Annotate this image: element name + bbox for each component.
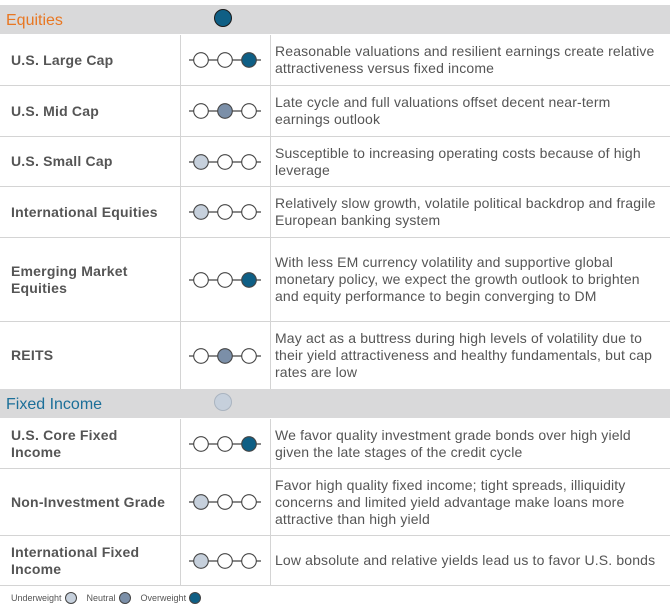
table-row bbox=[0, 187, 670, 238]
table-row bbox=[0, 35, 670, 86]
legend bbox=[11, 590, 211, 606]
rating-scale-icon bbox=[189, 102, 261, 120]
empty-underweight-dot-icon bbox=[194, 104, 209, 119]
filled-neutral-dot-icon bbox=[218, 104, 233, 119]
asset-class-description: We favor quality investment grade bonds over high yield given the late stages of the credit cycle bbox=[275, 426, 631, 460]
asset-class-name: International Fixed Income bbox=[11, 543, 140, 577]
rating-scale bbox=[180, 86, 271, 136]
table-row bbox=[0, 86, 670, 137]
rating-scale-icon bbox=[189, 271, 261, 289]
empty-neutral-dot-icon bbox=[218, 495, 233, 510]
legend-label: Overweight bbox=[140, 593, 187, 603]
rating-scale bbox=[180, 419, 271, 468]
table-row bbox=[0, 419, 670, 469]
rating-scale bbox=[180, 322, 271, 389]
rating-scale bbox=[180, 137, 271, 186]
asset-class-name: Non-Investment Grade bbox=[11, 493, 166, 510]
legend-item-neutral bbox=[87, 592, 131, 604]
asset-class-name: U.S. Large Cap bbox=[11, 51, 114, 68]
asset-class-description: Late cycle and full valuations offset decent near-term earnings outlook bbox=[275, 94, 611, 127]
legend-item-underweight bbox=[11, 592, 77, 604]
section-header-fixed-income bbox=[0, 389, 670, 419]
table-row bbox=[0, 469, 670, 536]
section-title: Fixed Income bbox=[6, 396, 103, 413]
empty-overweight-dot-icon bbox=[242, 348, 257, 363]
section-header-equities bbox=[0, 5, 670, 35]
empty-overweight-dot-icon bbox=[242, 495, 257, 510]
filled-overweight-dot-icon bbox=[242, 272, 257, 287]
empty-neutral-dot-icon bbox=[218, 154, 233, 169]
empty-neutral-dot-icon bbox=[218, 53, 233, 68]
empty-overweight-dot-icon bbox=[242, 205, 257, 220]
rating-scale bbox=[180, 187, 271, 237]
section-rating-dot bbox=[214, 393, 232, 411]
table-row bbox=[0, 536, 670, 586]
asset-class-description: With less EM currency volatility and supportive global monetary policy, we expect the growth outlook to brighten and equity performance to begin converging to DM bbox=[275, 254, 640, 304]
filled-underweight-dot-icon bbox=[194, 495, 209, 510]
asset-class-description: Relatively slow growth, volatile political backdrop and fragile European banking system bbox=[275, 195, 656, 228]
neutral-dot-icon bbox=[119, 592, 131, 604]
legend-item-overweight bbox=[141, 592, 202, 604]
asset-class-name: U.S. Small Cap bbox=[11, 153, 113, 169]
rating-scale bbox=[180, 238, 271, 321]
rating-scale-icon bbox=[189, 435, 261, 453]
empty-overweight-dot-icon bbox=[242, 154, 257, 169]
asset-class-name: U.S. Mid Cap bbox=[11, 102, 99, 119]
empty-underweight-dot-icon bbox=[194, 348, 209, 363]
section-title: Equities bbox=[6, 12, 63, 29]
section-rating-dot bbox=[214, 9, 232, 27]
empty-underweight-dot-icon bbox=[194, 436, 209, 451]
empty-underweight-dot-icon bbox=[194, 272, 209, 287]
asset-class-description: Reasonable valuations and resilient earnings create relative attractiveness versus fixed income bbox=[275, 43, 655, 76]
rating-scale bbox=[180, 469, 271, 535]
filled-neutral-dot-icon bbox=[218, 348, 233, 363]
asset-class-description: Susceptible to increasing operating costs because of high leverage bbox=[275, 144, 641, 178]
underweight-dot-icon bbox=[65, 592, 77, 604]
empty-neutral-dot-icon bbox=[218, 272, 233, 287]
rating-scale-icon bbox=[189, 552, 261, 570]
legend-label: Neutral bbox=[86, 593, 116, 603]
table-row bbox=[0, 322, 670, 389]
empty-underweight-dot-icon bbox=[194, 53, 209, 68]
filled-underweight-dot-icon bbox=[194, 205, 209, 220]
rating-scale-icon bbox=[189, 203, 261, 221]
empty-neutral-dot-icon bbox=[218, 205, 233, 220]
asset-class-name: Emerging Market Equities bbox=[11, 262, 128, 296]
filled-overweight-dot-icon bbox=[242, 436, 257, 451]
table-row bbox=[0, 238, 670, 322]
rating-scale-icon bbox=[189, 493, 261, 511]
empty-neutral-dot-icon bbox=[218, 553, 233, 568]
empty-neutral-dot-icon bbox=[218, 436, 233, 451]
filled-overweight-dot-icon bbox=[242, 53, 257, 68]
allocation-table bbox=[0, 5, 670, 586]
asset-class-description: Low absolute and relative yields lead us to favor U.S. bonds bbox=[275, 552, 656, 568]
filled-underweight-dot-icon bbox=[194, 154, 209, 169]
asset-class-description: May act as a buttress during high levels of volatility due to their yield attractiveness and healthy fundamentals, but cap rates are low bbox=[275, 330, 653, 380]
asset-class-name: International Equities bbox=[11, 203, 158, 220]
overweight-dot-icon bbox=[189, 592, 201, 604]
filled-underweight-dot-icon bbox=[194, 553, 209, 568]
rating-scale-icon bbox=[189, 51, 261, 69]
empty-overweight-dot-icon bbox=[242, 553, 257, 568]
rating-scale-icon bbox=[189, 153, 261, 171]
rating-scale bbox=[180, 536, 271, 585]
asset-class-name: U.S. Core Fixed Income bbox=[11, 426, 118, 460]
asset-class-description: Favor high quality fixed income; tight spreads, illiquidity concerns and limited yield advantage make loans more attractive than high yield bbox=[275, 476, 626, 527]
empty-overweight-dot-icon bbox=[242, 104, 257, 119]
rating-scale bbox=[180, 35, 271, 85]
legend-label: Underweight bbox=[11, 593, 62, 603]
table-row bbox=[0, 137, 670, 187]
rating-scale-icon bbox=[189, 347, 261, 365]
asset-class-name: REITS bbox=[11, 347, 54, 363]
